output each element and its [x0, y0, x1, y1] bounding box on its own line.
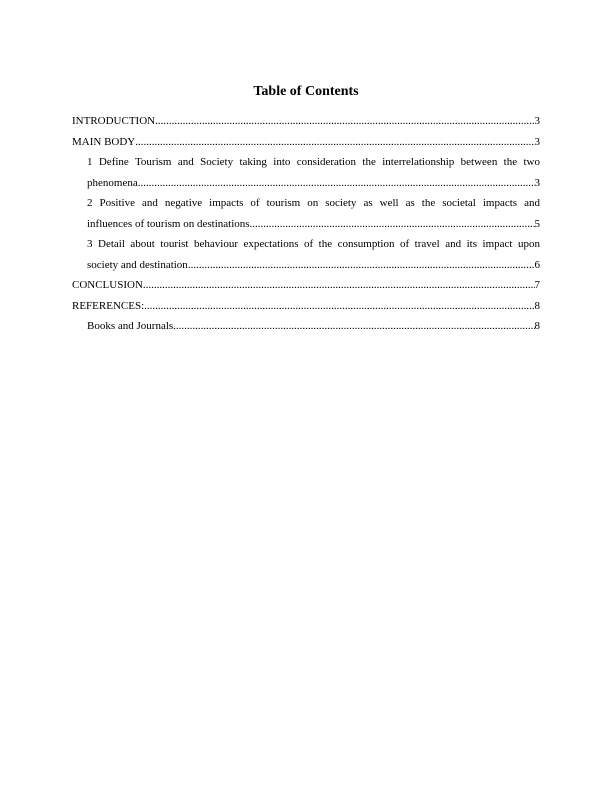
toc-entry-introduction[interactable]: [72, 111, 540, 132]
toc-entry-page: 8: [534, 299, 540, 312]
toc-entry-define-tourism[interactable]: [72, 152, 540, 193]
toc-title: Table of Contents: [253, 84, 359, 99]
toc-entry-page: 8: [534, 320, 540, 332]
toc-entry-label: MAIN BODY: [72, 135, 136, 148]
toc-entry-label-line: 3 Detail about tourist behaviour expectations of the consumption of travel and its impact upon: [87, 238, 540, 250]
toc-entry-label: INTRODUCTION: [72, 115, 156, 127]
toc-entry-label-line: 2 Positive and negative impacts of tourism on society as well as the societal impacts and: [87, 197, 540, 209]
toc-entry-label: REFERENCES:: [72, 299, 145, 312]
toc-entry-page: 3: [534, 135, 540, 148]
dot-leader: [135, 132, 534, 153]
toc-entry-page: 6: [534, 258, 540, 271]
dot-leader: [138, 173, 535, 194]
dot-leader: [173, 316, 534, 337]
toc-entry-main-body[interactable]: [72, 132, 540, 153]
toc-entry-page: 7: [534, 279, 540, 291]
toc-entry-label-line: 1 Define Tourism and Society taking into consideration the interrelationship between the two: [87, 156, 540, 168]
toc-entry-conclusion[interactable]: [72, 275, 540, 296]
toc-entry-impacts[interactable]: [72, 193, 540, 234]
toc-entry-page: 3: [534, 176, 540, 189]
toc-entry-tourist-behaviour[interactable]: [72, 234, 540, 275]
toc-entry-label: Books and Journals: [87, 320, 174, 332]
toc-entry-label: society and destination: [87, 258, 188, 271]
toc-entry-label: influences of tourism on destinations: [87, 217, 250, 230]
toc-entry-references[interactable]: [72, 296, 540, 317]
dot-leader: [250, 214, 535, 235]
dot-leader: [143, 275, 535, 296]
dot-leader: [188, 255, 535, 276]
toc-list: [72, 111, 540, 337]
toc-entry-books-journals[interactable]: [72, 316, 540, 337]
toc-entry-page: 5: [534, 217, 540, 230]
toc-entry-label: CONCLUSION: [72, 279, 143, 291]
dot-leader: [144, 296, 534, 317]
dot-leader: [155, 111, 534, 132]
toc-entry-label: phenomena: [87, 176, 138, 189]
toc-entry-page: 3: [534, 115, 540, 127]
